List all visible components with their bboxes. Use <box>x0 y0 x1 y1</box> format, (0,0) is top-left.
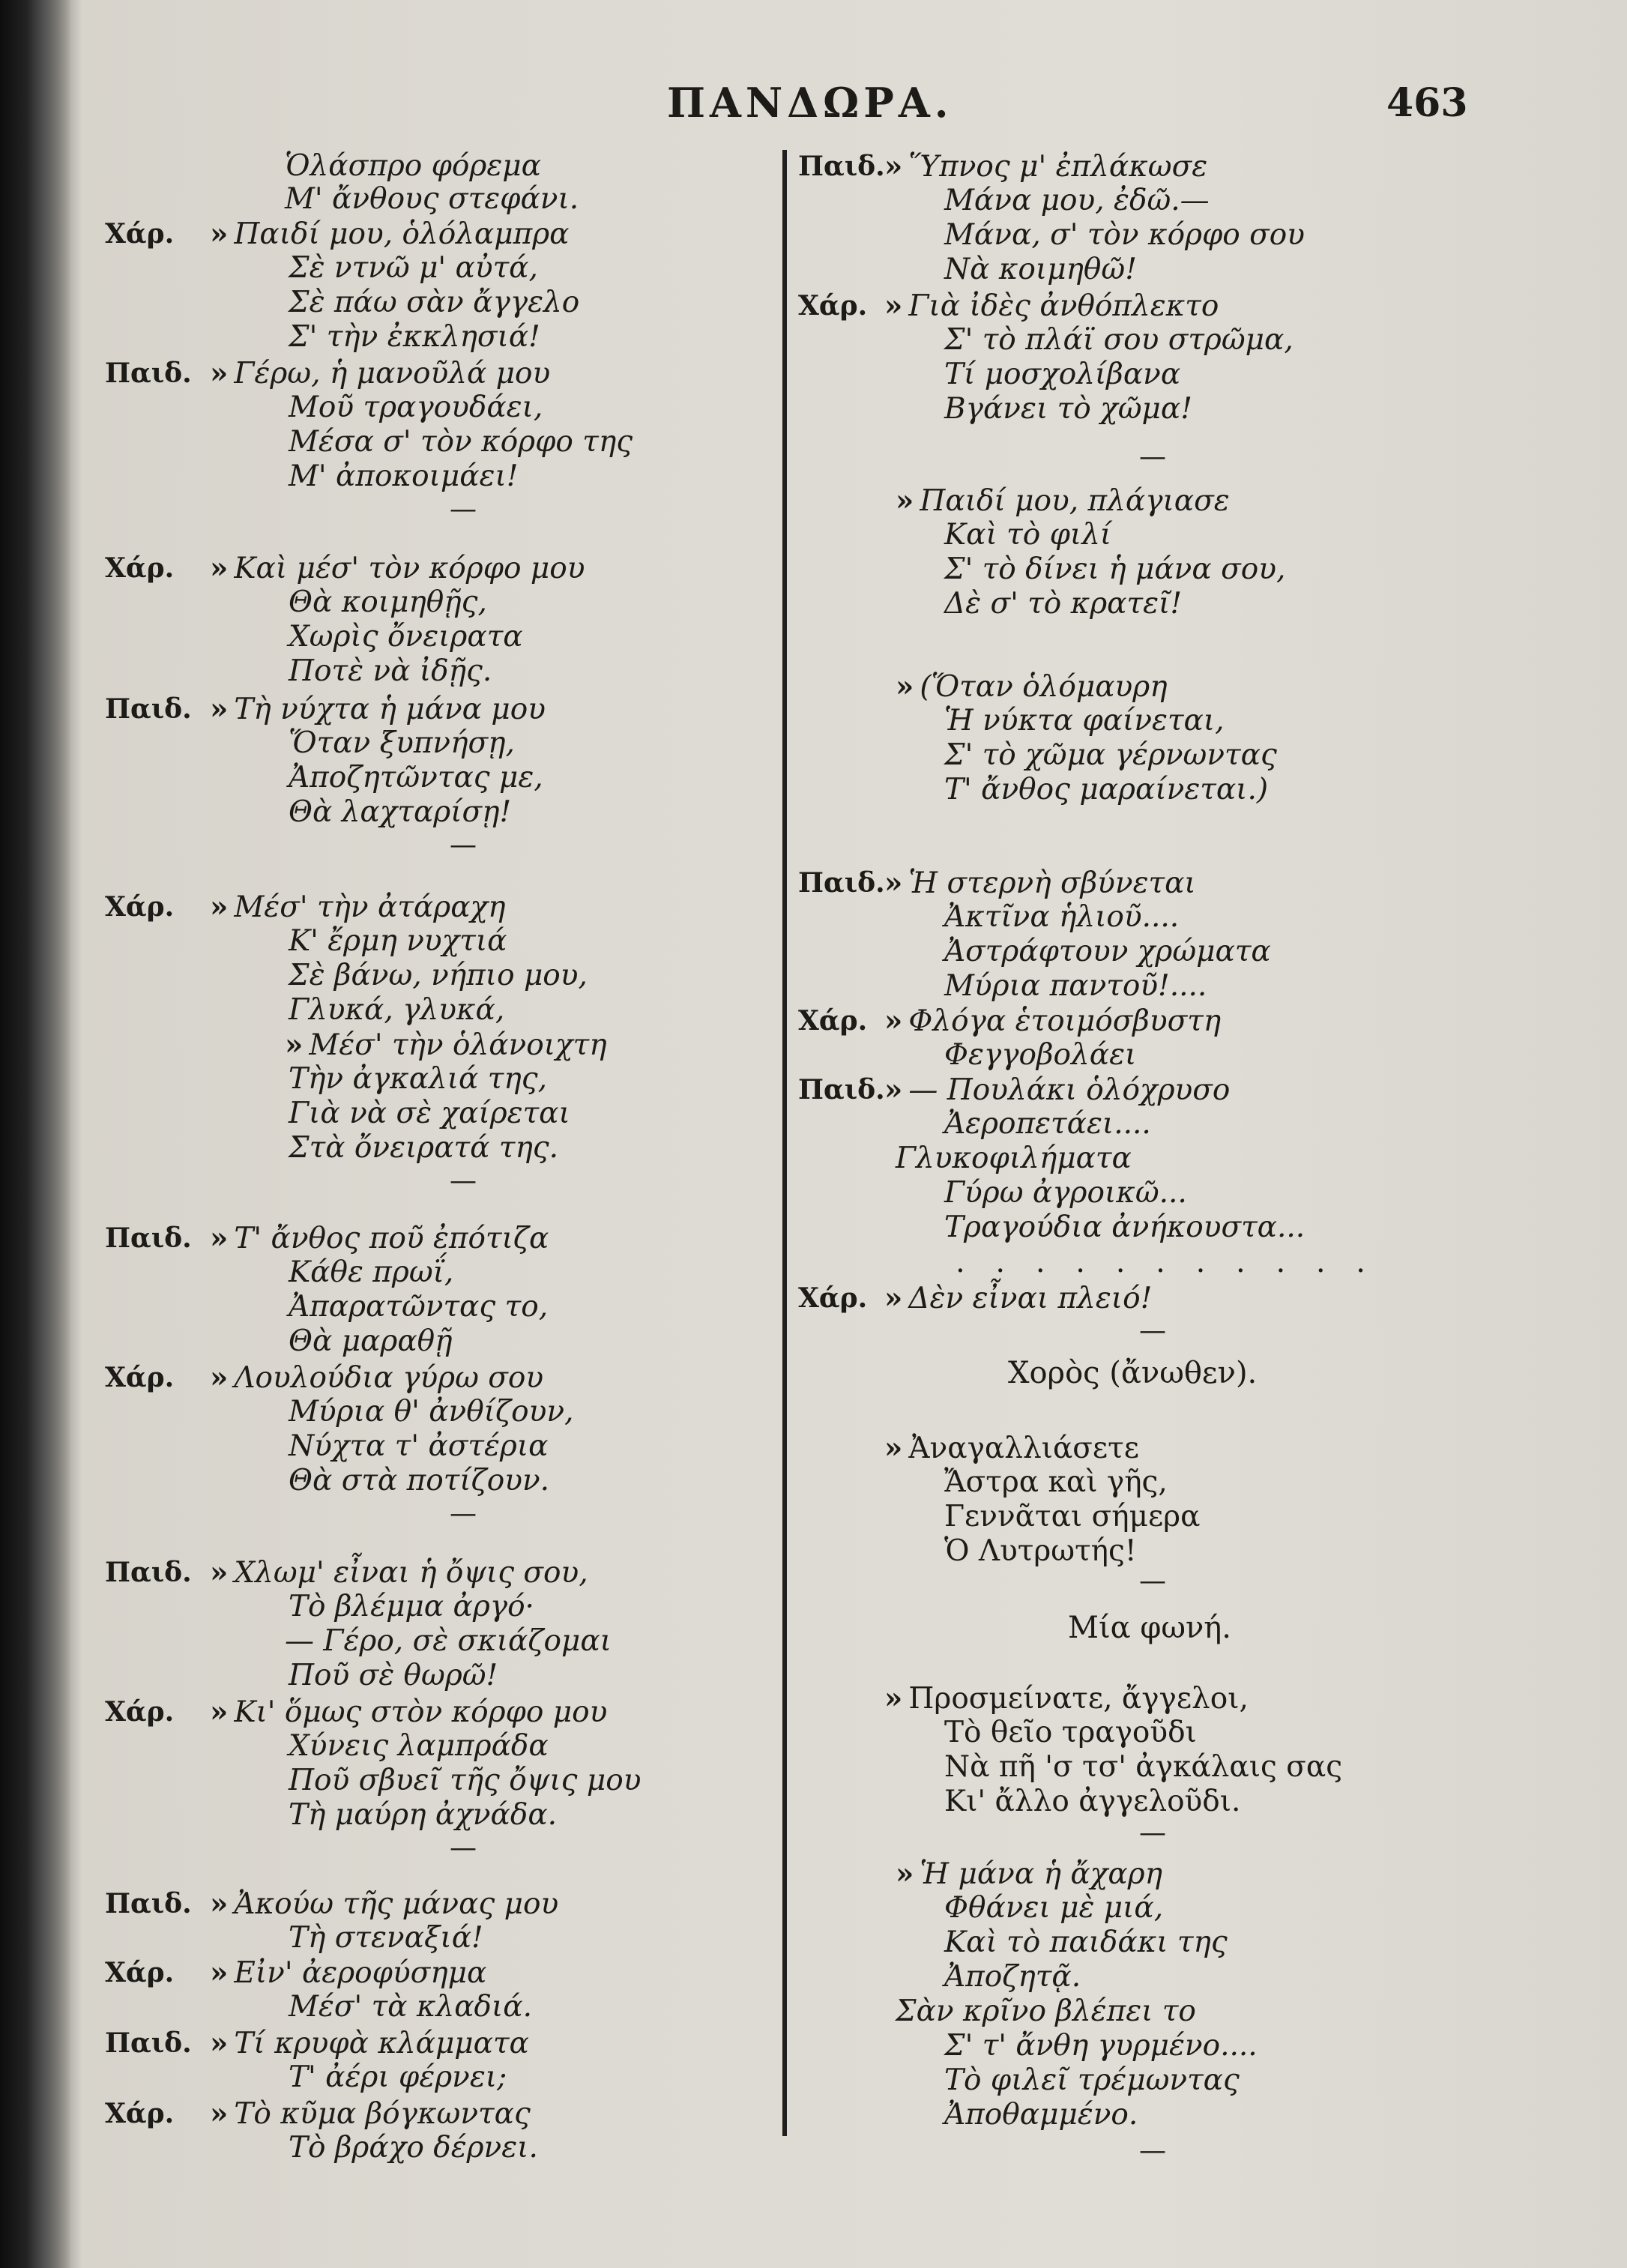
verse-line <box>944 970 1207 1003</box>
section-dash: — <box>450 1833 477 1863</box>
verse-text: Τὸ φιλεῖ τρέμωντας <box>944 2063 1240 2097</box>
ellipsis-separator: . . . . . . . . . . . <box>956 1245 1377 1279</box>
column-divider <box>782 150 787 2136</box>
verse-line <box>944 253 1137 286</box>
speaker-label: Χάρ. <box>105 218 175 250</box>
speaker-label: Παιδ. <box>798 1074 885 1106</box>
quote-mark: » <box>884 1681 903 1716</box>
section-dash: — <box>1139 1315 1166 1346</box>
verse-text: Ἀστράφτουν χρώματα <box>944 935 1271 968</box>
quote-mark: » <box>896 1857 914 1891</box>
verse-line <box>944 184 1210 217</box>
verse-line <box>944 2030 1258 2063</box>
verse-line <box>289 621 523 654</box>
verse-text: Φθάνει μὲ μιά, <box>944 1891 1164 1925</box>
verse-text: Σ' τ' ἄνθη γυρμένο.... <box>944 2029 1258 2063</box>
verse-text: Ποῦ σβυεῖ τῆς ὄψις μου <box>289 1764 642 1797</box>
verse-line <box>884 1432 1139 1465</box>
verse-line <box>944 1892 1163 1925</box>
verse-text: Τὸ κῦμα βόγκωντας <box>234 2097 531 2131</box>
speaker-label: Παιδ. <box>105 1557 192 1588</box>
verse-text: Ἀποζητᾷ. <box>944 1960 1081 1994</box>
verse-line <box>884 1004 1221 1038</box>
verse-text: Γλυκοφιλήματα <box>896 1141 1132 1175</box>
verse-line <box>944 901 1179 934</box>
verse-text: Μέσ' τὰ κλαδιά. <box>289 1990 533 2024</box>
verse-line <box>944 2099 1138 2132</box>
verse-line <box>289 994 504 1027</box>
quote-mark: » <box>884 1281 903 1315</box>
verse-text: Κι' ὅμως στὸν κόρφο μου <box>234 1695 608 1729</box>
verse-text: Ποτὲ νὰ ἰδῇς. <box>289 654 492 688</box>
quote-mark: » <box>210 2026 229 2060</box>
verse-line <box>289 1291 548 1324</box>
verse-text: Ἀπαρατῶντας το, <box>289 1290 549 1324</box>
verse-text: Ἄστρα καὶ γῆς, <box>944 1465 1168 1499</box>
verse-line <box>289 1325 453 1358</box>
verse-text: Ἡ νύκτα φαίνεται, <box>944 704 1225 738</box>
verse-text: Σὲ ντνῶ μ' αὐτά, <box>289 251 538 285</box>
verse-line <box>289 2132 538 2165</box>
verse-line <box>289 391 543 424</box>
verse-text: — Γέρο, σὲ σκιάζομαι <box>285 1624 612 1658</box>
verse-line <box>944 1211 1305 1244</box>
verse-line <box>289 460 518 493</box>
speaker-label: Παιδ. <box>798 151 885 182</box>
verse-text: Σ' τὴν ἐκκλησιά! <box>289 320 540 354</box>
page-header <box>0 79 1627 139</box>
speaker-label: Χάρ. <box>105 552 175 584</box>
verse-text: Θὰ μαραθῇ <box>289 1324 453 1358</box>
verse-text: Κι' ἄλλο ἀγγελοῦδι. <box>944 1785 1241 1818</box>
verse-text: Τὸ βράχο δέρνει. <box>289 2131 538 2165</box>
quote-mark: » <box>896 483 914 518</box>
chorus-heading: Χορὸς (ἄνωθεν). <box>1008 1356 1258 1390</box>
verse-line <box>944 773 1268 806</box>
verse-line <box>944 1926 1228 1959</box>
verse-text: Μέσ' τὴν ἀτάραχη <box>234 890 506 924</box>
verse-text: Νὰ πῆ 'σ τσ' ἀγκάλαις σας <box>944 1750 1343 1784</box>
section-dash: — <box>1139 2135 1166 2166</box>
verse-text: Χλωμ' εἶναι ἡ ὄψις σου, <box>234 1556 588 1590</box>
verse-text: Ἀναγαλλιάσετε <box>908 1432 1139 1465</box>
quote-mark: » <box>884 149 903 184</box>
quote-mark: » <box>210 890 229 924</box>
verse-text: Μάνα μου, ἐδῶ.— <box>944 184 1210 217</box>
verse-line <box>944 393 1192 426</box>
quote-mark: » <box>884 289 903 323</box>
verse-text: Τὸ βλέμμα ἀργό· <box>289 1590 534 1623</box>
quote-mark: » <box>210 1555 229 1590</box>
verse-text: Ὕπνος μ' ἐπλάκωσε <box>908 150 1208 184</box>
verse-text: Τὴ νύχτα ἡ μάνα μου <box>234 693 546 726</box>
speaker-label: Παιδ. <box>105 1222 192 1254</box>
verse-line <box>944 1751 1342 1784</box>
verse-line <box>210 217 570 251</box>
verse-text: Χωρὶς ὄνειρατα <box>289 620 523 654</box>
speaker-label: Παιδ. <box>798 867 885 899</box>
page-title: ΠΑΝΔΩΡΑ. <box>667 79 953 127</box>
verse-text: Γεννᾶται σήμερα <box>944 1500 1201 1533</box>
verse-line <box>210 1361 543 1395</box>
verse-text: Προσμείνατε, ἄγγελοι, <box>908 1682 1249 1716</box>
verse-line <box>944 1501 1200 1533</box>
verse-line <box>210 1222 549 1255</box>
verse-line <box>289 1799 557 1832</box>
verse-text: Μοῦ τραγουδάει, <box>289 390 543 424</box>
verse-line <box>896 670 1168 704</box>
section-dash: — <box>1139 1818 1166 1848</box>
verse-text: Τὴν ἀγκαλιά της, <box>289 1062 547 1096</box>
verse-line <box>944 2064 1240 2097</box>
verse-text: Μέσ' τὴν ὁλάνοιχτη <box>309 1028 607 1062</box>
verse-line <box>210 1556 588 1590</box>
book-spine-shadow <box>0 0 71 2268</box>
verse-line <box>289 286 579 319</box>
speaker-label: Παιδ. <box>105 693 192 725</box>
verse-text: Ἡ στερνὴ σβύνεται <box>908 866 1196 900</box>
verse-line <box>944 1466 1168 1499</box>
verse-text: Τ' ἄνθος μαραίνεται.) <box>944 773 1269 806</box>
verse-line <box>896 484 1230 518</box>
verse-line <box>210 2097 531 2131</box>
section-dash: — <box>450 1498 477 1529</box>
verse-line <box>944 1716 1197 1749</box>
verse-line <box>289 1097 570 1130</box>
speaker-label: Χάρ. <box>798 290 868 322</box>
verse-text: Δὲν εἶναι πλειό! <box>908 1282 1153 1315</box>
verse-text: Ἀεροπετάει.... <box>944 1107 1151 1141</box>
speaker-label: Παιδ. <box>105 358 192 389</box>
verse-line <box>884 289 1219 323</box>
verse-text: Γιὰ νὰ σὲ χαίρεται <box>289 1097 570 1130</box>
verse-text: Λουλούδια γύρω σου <box>234 1361 544 1395</box>
verse-line <box>289 1922 483 1955</box>
verse-text: Τ' ἄνθος ποῦ ἐπότιζα <box>234 1222 549 1255</box>
verse-line <box>210 2027 529 2060</box>
quote-mark: » <box>285 1028 304 1062</box>
verse-text: Κ' ἔρμη νυχτιά <box>289 924 507 958</box>
verse-line <box>289 1430 549 1463</box>
verse-line <box>884 1073 1230 1107</box>
verse-line <box>884 866 1196 900</box>
verse-text: Τὴ μαύρη ἀχνάδα. <box>289 1798 558 1832</box>
verse-text: Εἰν' ἀεροφύσημα <box>234 1956 487 1990</box>
verse-line <box>289 1991 532 2024</box>
verse-line <box>289 1063 547 1096</box>
verse-text: Φλόγα ἑτοιμόσβυστη <box>908 1004 1222 1038</box>
page-number: 463 <box>1386 80 1468 126</box>
quote-mark: » <box>210 217 229 251</box>
verse-line <box>210 693 546 726</box>
verse-line <box>289 1730 549 1763</box>
verse-line <box>285 1028 607 1062</box>
section-dash: — <box>450 830 477 860</box>
verse-line <box>289 1465 549 1498</box>
verse-line <box>289 1590 534 1623</box>
verse-text: Τί μοσχολίβανα <box>944 358 1181 391</box>
quote-mark: » <box>884 1004 903 1038</box>
quote-mark: » <box>210 1887 229 1921</box>
verse-line <box>289 959 588 992</box>
verse-text: Καὶ τὸ παιδάκι της <box>944 1925 1228 1959</box>
verse-text: Σ' τὸ δίνει ἡ μάνα σου, <box>944 552 1286 586</box>
verse-line <box>210 1695 607 1729</box>
quote-mark: » <box>884 1073 903 1107</box>
verse-line <box>944 739 1277 772</box>
section-dash: — <box>450 494 477 525</box>
verse-line <box>944 1961 1081 1994</box>
verse-line <box>210 1956 486 1990</box>
verse-line <box>884 1682 1249 1716</box>
verse-line <box>285 150 541 183</box>
verse-text: Νύχτα τ' ἀστέρια <box>289 1429 549 1463</box>
verse-text: Δὲ σ' τὸ κρατεῖ! <box>944 587 1182 621</box>
verse-text: Γύρω ἀγροικῶ... <box>944 1176 1187 1210</box>
verse-text: Ὅταν ξυπνήσῃ, <box>289 726 515 760</box>
quote-mark: » <box>884 1431 903 1465</box>
quote-mark: » <box>210 1221 229 1255</box>
verse-line <box>289 426 633 459</box>
quote-mark: » <box>210 551 229 585</box>
verse-text: — Πουλάκι ὁλόχρυσο <box>908 1073 1231 1107</box>
verse-line <box>944 358 1180 391</box>
verse-line <box>289 586 487 619</box>
verse-line <box>944 1785 1240 1818</box>
verse-text: Φεγγοβολάει <box>944 1038 1137 1072</box>
verse-text: Τραγούδια ἀνήκουστα... <box>944 1210 1305 1244</box>
verse-line <box>289 1132 558 1165</box>
verse-text: Σὲ πάω σὰν ἄγγελο <box>289 286 580 319</box>
speaker-label: Χάρ. <box>105 1957 175 1988</box>
verse-line <box>285 1625 612 1658</box>
verse-text: Ἀποθαμμένο. <box>944 2098 1138 2132</box>
quote-mark: » <box>884 866 903 900</box>
section-dash: — <box>1139 441 1166 472</box>
verse-line <box>289 2061 507 2094</box>
verse-line <box>289 727 515 760</box>
verse-line <box>944 324 1294 357</box>
verse-text: Μύρια παντοῦ!.... <box>944 969 1207 1003</box>
verse-line <box>884 150 1207 184</box>
verse-text: Ἀκούω τῆς μάνας μου <box>234 1887 559 1921</box>
verse-text: Μάνα, σ' τὸν κόρφο σου <box>944 218 1305 252</box>
verse-text: Ἀποζητῶντας με, <box>289 761 543 794</box>
quote-mark: » <box>210 1360 229 1395</box>
verse-text: Παιδί μου, πλάγιασε <box>920 484 1230 518</box>
verse-text: Ποῦ σὲ θωρῶ! <box>289 1659 498 1692</box>
speaker-label: Χάρ. <box>105 1696 175 1728</box>
verse-line <box>944 1039 1136 1072</box>
verse-text: Γέρω, ἡ μανοῦλά μου <box>234 357 551 390</box>
verse-text: Θὰ κοιμηθῇς, <box>289 585 487 619</box>
verse-text: Νὰ κοιμηθῶ! <box>944 253 1137 286</box>
verse-line <box>289 1396 573 1429</box>
verse-text: Σὰν κρῖνο βλέπει το <box>896 1994 1196 2028</box>
verse-line <box>944 1108 1151 1141</box>
speaker-label: Χάρ. <box>798 1282 868 1314</box>
verse-text: Ἀκτῖνα ἡλιοῦ.... <box>944 900 1180 934</box>
verse-text: Ἡ μάνα ἡ ἄχαρη <box>920 1857 1162 1891</box>
verse-text: Τί κρυφὰ κλάμματα <box>234 2027 529 2060</box>
verse-text: Σὲ βάνω, νήπιο μου, <box>289 959 588 992</box>
verse-line <box>289 761 543 794</box>
speaker-label: Χάρ. <box>105 1362 175 1393</box>
verse-text: Θὰ στὰ ποτίζουν. <box>289 1464 550 1498</box>
verse-line <box>289 321 540 354</box>
section-dash: — <box>1139 1566 1166 1596</box>
verse-text: Παιδί μου, ὁλόλαμπρα <box>234 217 570 251</box>
verse-line <box>289 252 538 285</box>
verse-text: (Ὅταν ὁλόμαυρη <box>920 670 1168 704</box>
verse-text: Βγάνει τὸ χῶμα! <box>944 392 1192 426</box>
verse-text: Σ' τὸ πλάϊ σου στρῶμα, <box>944 323 1294 357</box>
verse-text: Μ' ἄνθους στεφάνι. <box>285 182 579 216</box>
verse-line <box>944 553 1285 586</box>
verse-line <box>944 1535 1137 1568</box>
verse-line <box>289 1764 641 1797</box>
verse-text: Μέσα σ' τὸν κόρφο της <box>289 425 633 459</box>
chorus-heading: Μία φωνή. <box>1068 1611 1231 1645</box>
quote-mark: » <box>210 2096 229 2131</box>
verse-text: Μ' ἀποκοιμάει! <box>289 459 519 493</box>
verse-line <box>289 1256 453 1289</box>
quote-mark: » <box>210 692 229 726</box>
verse-line <box>944 935 1271 968</box>
verse-line <box>884 1282 1152 1315</box>
verse-text: Ὁλάσπρο φόρεμα <box>285 149 541 183</box>
verse-line <box>896 1995 1196 2028</box>
verse-line <box>289 925 507 958</box>
verse-line <box>944 705 1225 738</box>
verse-line <box>896 1142 1132 1175</box>
speaker-label: Χάρ. <box>105 891 175 923</box>
speaker-label: Χάρ. <box>105 2098 175 2129</box>
verse-text: Στὰ ὄνειρατά της. <box>289 1131 559 1165</box>
verse-text: Γιὰ ἰδὲς ἀνθόπλεκτο <box>908 289 1219 323</box>
verse-line <box>210 1887 558 1921</box>
verse-line <box>289 796 511 829</box>
verse-text: Γλυκά, γλυκά, <box>289 993 505 1027</box>
verse-line <box>289 1659 498 1692</box>
verse-text: Μύρια θ' ἀνθίζουν, <box>289 1395 574 1429</box>
verse-line <box>944 219 1305 252</box>
verse-line <box>896 1857 1162 1891</box>
verse-line <box>289 655 492 688</box>
verse-line <box>944 1177 1187 1210</box>
speaker-label: Παιδ. <box>105 1888 192 1919</box>
verse-text: Καὶ μέσ' τὸν κόρφο μου <box>234 552 585 585</box>
verse-text: Τὴ στεναξιά! <box>289 1921 483 1955</box>
quote-mark: » <box>210 356 229 390</box>
verse-text: Κάθε πρωΐ, <box>289 1255 454 1289</box>
quote-mark: » <box>210 1695 229 1729</box>
quote-mark: » <box>210 1955 229 1990</box>
verse-line <box>210 357 550 390</box>
verse-line <box>944 519 1111 552</box>
speaker-label: Χάρ. <box>798 1005 868 1037</box>
verse-line <box>285 183 579 216</box>
verse-text: Ὁ Λυτρωτής! <box>944 1534 1137 1568</box>
verse-text: Θὰ λαχταρίσῃ! <box>289 795 512 829</box>
verse-text: Τ' ἀέρι φέρνει; <box>289 2060 507 2094</box>
section-dash: — <box>450 1165 477 1196</box>
verse-text: Καὶ τὸ φιλί <box>944 518 1112 552</box>
verse-line <box>210 890 506 924</box>
verse-line <box>210 552 585 585</box>
verse-text: Τὸ θεῖο τραγοῦδι <box>944 1716 1197 1749</box>
quote-mark: » <box>896 669 914 704</box>
verse-text: Σ' τὸ χῶμα γέρνωντας <box>944 738 1277 772</box>
verse-line <box>944 588 1182 621</box>
verse-text: Χύνεις λαμπράδα <box>289 1729 549 1763</box>
speaker-label: Παιδ. <box>105 2027 192 2059</box>
